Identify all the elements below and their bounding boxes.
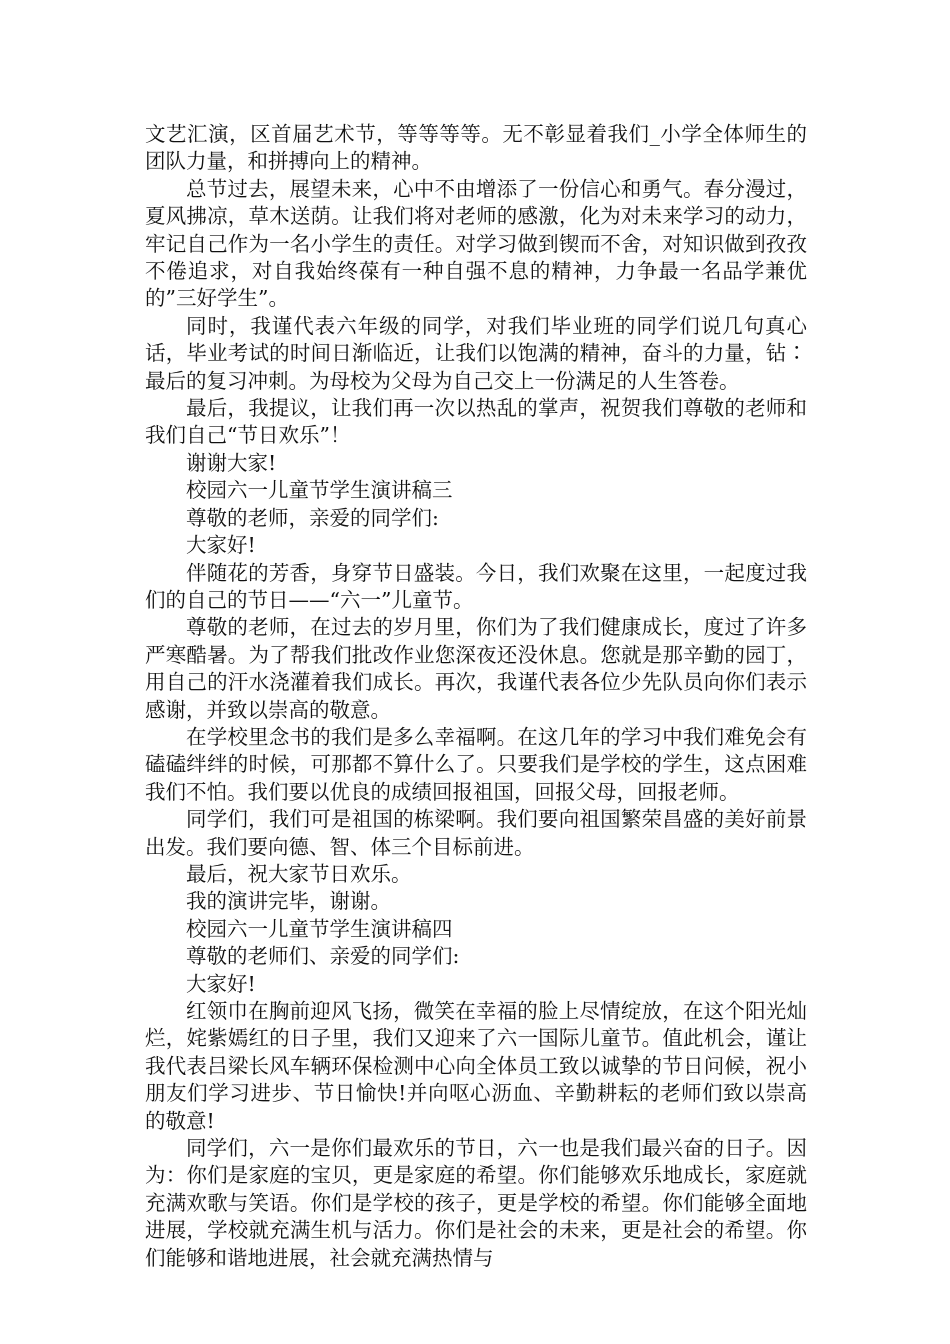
paragraph: 在学校里念书的我们是多么幸福啊。在这几年的学习中我们难免会有磕磕绊绊的时候，可那都不算什么了。只要我们是学校的学生，这点困难我们不怕。我们要以优良的成绩回报祖国，回报父母，回报老师。 xyxy=(145,724,807,804)
closing-line: 我的演讲完毕，谢谢。 xyxy=(186,889,391,914)
paragraph: 伴随花的芳香，身穿节日盛装。今日，我们欢聚在这里，一起度过我们的自己的节日——“六一”儿童节。 xyxy=(145,560,807,612)
closing-line: 谢谢大家! xyxy=(186,450,277,475)
paragraph: 总节过去，展望未来，心中不由增添了一份信心和勇气。春分漫过，夏风拂凉，草木送荫。让我们将对老师的感激，化为对未来学习的动力，牢记自己作为一名小学生的责任。对学习做到锲而不舍，对知识做到孜孜不倦追求，对自我始终葆有一种自强不息的精神，力争最一名品学兼优的”三好学生”。 xyxy=(145,176,807,311)
paragraph: 同学们，我们可是祖国的栋梁啊。我们要向祖国繁荣昌盛的美好前景出发。我们要向德、智、体三个目标前进。 xyxy=(145,807,807,859)
greeting: 大家好! xyxy=(186,971,256,996)
paragraph: 最后，祝大家节日欢乐。 xyxy=(186,861,412,886)
paragraph: 同学们，六一是你们最欢乐的节日，六一也是我们最兴奋的日子。因为：你们是家庭的宝贝，更是家庭的希望。你们能够欢乐地成长，家庭就充满欢歌与笑语。你们是学校的孩子，更是学校的希望。你们能够全面地进展，学校就充满生机与活力。你们是社会的未来，更是社会的希望。你们能够和谐地进展，社会就充满热情与 xyxy=(145,1136,807,1270)
section-title: 校园六一儿童节学生演讲稿三 xyxy=(186,478,453,503)
paragraph: 文艺汇演，区首届艺术节，等等等等。无不彰显着我们_小学全体师生的团队力量，和拼搏向上的精神。 xyxy=(145,122,807,174)
salutation: 尊敬的老师，亲爱的同学们: xyxy=(186,505,439,530)
greeting: 大家好! xyxy=(186,533,256,558)
paragraph: 同时，我谨代表六年级的同学，对我们毕业班的同学们说几句真心话，毕业考试的时间日渐临近，让我们以饱满的精神，奋斗的力量，钻∶最后的复习冲刺。为母校为父母为自己交上一份满足的人生答卷。 xyxy=(145,313,807,393)
salutation: 尊敬的老师们、亲爱的同学们: xyxy=(186,944,460,969)
paragraph: 红领巾在胸前迎风飞扬，微笑在幸福的脸上尽情绽放，在这个阳光灿烂，姹紫嫣红的日子里，我们又迎来了六一国际儿童节。值此机会，谨让我代表吕梁长风车辆环保检测中心向全体员工致以诚挚的节日问候，祝小朋友们学习进步、节日愉快!并向呕心沥血、辛勤耕耘的老师们致以崇高的敬意! xyxy=(145,999,807,1133)
paragraph: 最后，我提议，让我们再一次以热乱的掌声，祝贺我们尊敬的老师和我们自己“节日欢乐”！ xyxy=(145,396,807,448)
document-body xyxy=(145,121,807,1272)
section-title: 校园六一儿童节学生演讲稿四 xyxy=(186,916,453,941)
paragraph: 尊敬的老师，在过去的岁月里，你们为了我们健康成长，度过了许多严寒酷暑。为了帮我们批改作业您深夜还没休息。您就是那辛勤的园丁，用自己的汗水浇灌着我们成长。再次，我谨代表各位少先队员向你们表示感谢，并致以崇高的敬意。 xyxy=(145,615,807,722)
